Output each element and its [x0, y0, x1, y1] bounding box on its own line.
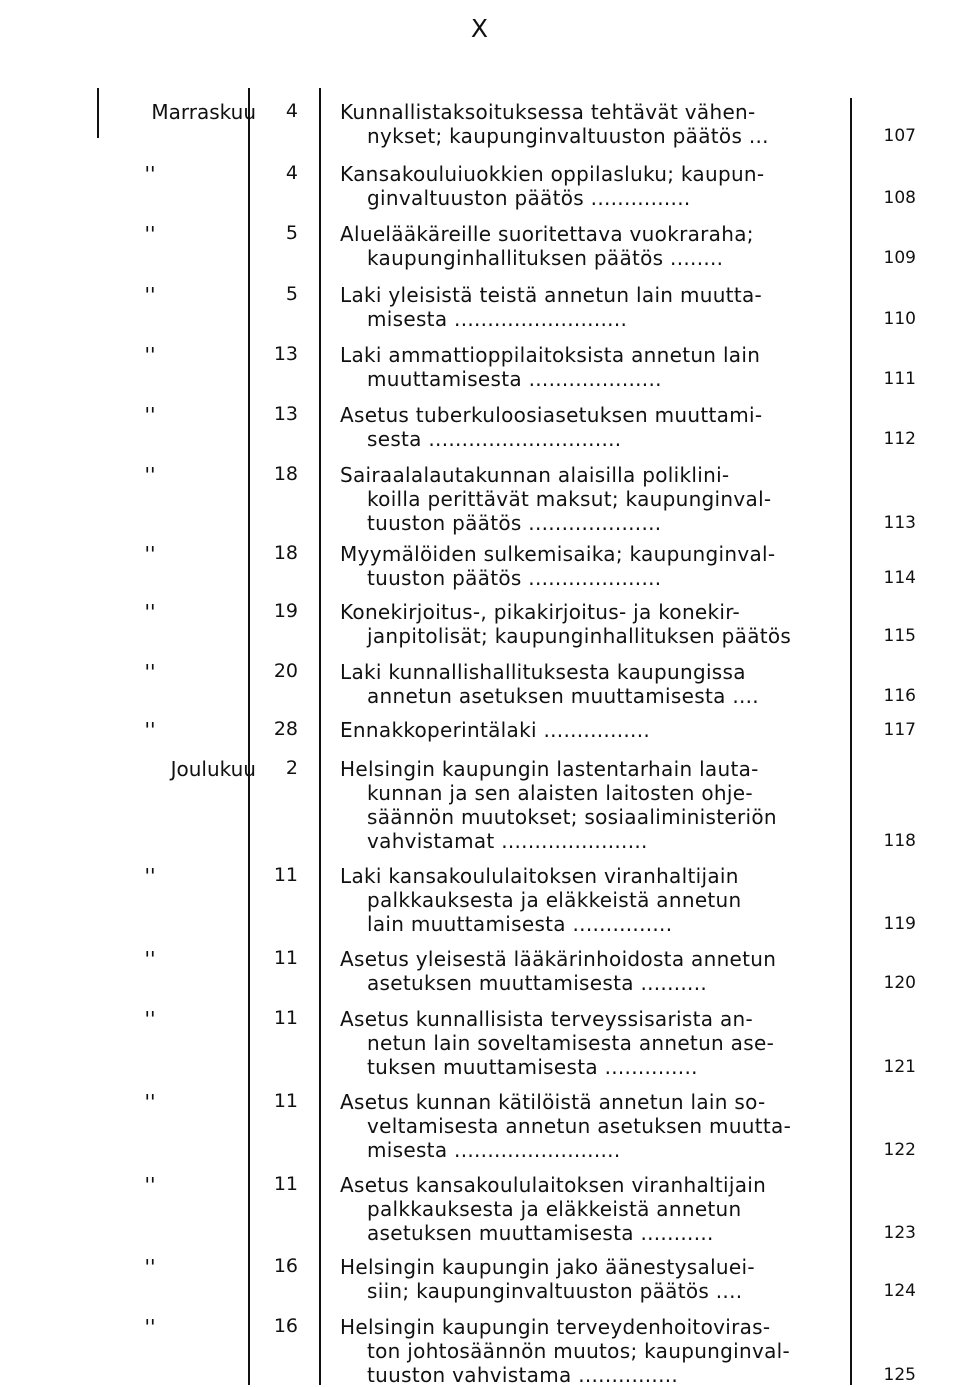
day-number: 19	[273, 600, 298, 622]
ditto-mark: ''	[144, 660, 156, 684]
day-number: 16	[273, 1255, 298, 1277]
entry-title-line: palkkauksesta ja eläkkeistä annetun	[367, 888, 742, 912]
page-number: 118	[883, 831, 916, 851]
entry-title-line: Ennakkoperintälaki ................	[340, 718, 651, 742]
page-number: 110	[883, 309, 916, 329]
ditto-mark: ''	[144, 283, 156, 307]
entry-title-line: Laki kansakoululaitoksen viranhaltijain	[340, 864, 739, 888]
entry-title-line: misesta .........................	[367, 1138, 621, 1162]
page-number: 117	[883, 720, 916, 740]
page-number: 115	[883, 626, 916, 646]
entry-title-line: tuuston vahvistama ...............	[367, 1363, 679, 1387]
entry-title-line: siin; kaupunginvaltuuston päätös ....	[367, 1279, 743, 1303]
entry-title-line: Aluelääkäreille suoritettava vuokraraha;	[340, 222, 754, 246]
entry-title-line: asetuksen muuttamisesta ...........	[367, 1221, 714, 1245]
entry-title-line: sesta .............................	[367, 427, 622, 451]
ditto-mark: ''	[144, 1173, 156, 1197]
page-number: 114	[883, 568, 916, 588]
entry-title-line: Helsingin kaupungin terveydenhoitoviras-	[340, 1315, 771, 1339]
entry-title-line: tuksen muuttamisesta ..............	[367, 1055, 698, 1079]
ditto-mark: ''	[144, 463, 156, 487]
page-number: 123	[883, 1223, 916, 1243]
entry-title-line: Konekirjoitus-, pikakirjoitus- ja konekir-	[340, 600, 741, 624]
entry-title-line: koilla perittävät maksut; kaupunginval-	[367, 487, 772, 511]
page-number: 124	[883, 1281, 916, 1301]
day-number: 11	[273, 947, 298, 969]
entry-title-line: Myymälöiden sulkemisaika; kaupunginval-	[340, 542, 776, 566]
ditto-mark: ''	[144, 947, 156, 971]
ditto-mark: ''	[144, 718, 156, 742]
day-number: 28	[273, 718, 298, 740]
entry-title-line: ton johtosäännön muutos; kaupunginval-	[367, 1339, 791, 1363]
entry-title-line: Helsingin kaupungin jako äänestysaluei-	[340, 1255, 755, 1279]
page-number: 121	[883, 1057, 916, 1077]
page-number: 125	[883, 1365, 916, 1385]
page-number: 120	[883, 973, 916, 993]
ditto-mark: ''	[144, 1315, 156, 1339]
page-number: 109	[883, 248, 916, 268]
entry-title-line: lain muuttamisesta ...............	[367, 912, 673, 936]
entry-title-line: nykset; kaupunginvaltuuston päätös ...	[367, 124, 769, 148]
day-number: 4	[285, 100, 298, 122]
day-number: 11	[273, 1173, 298, 1195]
entry-title-line: ginvaltuuston päätös ...............	[367, 186, 691, 210]
entry-title-line: Kunnallistaksoituksessa tehtävät vähen-	[340, 100, 756, 124]
day-number: 4	[285, 162, 298, 184]
day-number: 18	[273, 463, 298, 485]
day-number: 11	[273, 1007, 298, 1029]
entry-title-line: Asetus kansakoululaitoksen viranhaltijain	[340, 1173, 767, 1197]
ditto-mark: ''	[144, 1255, 156, 1279]
day-number: 5	[285, 222, 298, 244]
entry-title-line: Laki kunnallishallituksesta kaupungissa	[340, 660, 746, 684]
entry-title-line: netun lain soveltamisesta annetun ase-	[367, 1031, 775, 1055]
entry-title-line: säännön muutokset; sosiaaliministeriön	[367, 805, 777, 829]
ditto-mark: ''	[144, 542, 156, 566]
entry-title-line: Asetus kunnan kätilöistä annetun lain so-	[340, 1090, 766, 1114]
day-number: 18	[273, 542, 298, 564]
day-number: 5	[285, 283, 298, 305]
entry-title-line: tuuston päätös ....................	[367, 566, 662, 590]
entry-title-line: asetuksen muuttamisesta ..........	[367, 971, 708, 995]
entry-title-line: annetun asetuksen muuttamisesta ....	[367, 684, 759, 708]
ditto-mark: ''	[144, 403, 156, 427]
page-number: 112	[883, 429, 916, 449]
ditto-mark: ''	[144, 1090, 156, 1114]
page-number: 113	[883, 513, 916, 533]
page-number: 111	[883, 369, 916, 389]
entry-title-line: muuttamisesta ....................	[367, 367, 662, 391]
page-number: 122	[883, 1140, 916, 1160]
month-label: Joulukuu	[170, 757, 256, 781]
page-marker: X	[470, 14, 490, 43]
entry-title-line: Laki ammattioppilaitoksista annetun lain	[340, 343, 761, 367]
entry-title-line: Asetus tuberkuloosiasetuksen muuttami-	[340, 403, 763, 427]
entry-title-line: misesta ..........................	[367, 307, 628, 331]
page-number: 116	[883, 686, 916, 706]
page-number: 119	[883, 914, 916, 934]
entry-title-line: Asetus kunnallisista terveyssisarista an-	[340, 1007, 753, 1031]
ditto-mark: ''	[144, 600, 156, 624]
page-number: 107	[883, 126, 916, 146]
ditto-mark: ''	[144, 222, 156, 246]
day-number: 2	[285, 757, 298, 779]
entry-title-line: Helsingin kaupungin lastentarhain lauta-	[340, 757, 759, 781]
entry-title-line: Kansakouluiuokkien oppilasluku; kaupun-	[340, 162, 765, 186]
entry-title-line: janpitolisät; kaupunginhallituksen päätös	[367, 624, 792, 648]
day-number: 11	[273, 1090, 298, 1112]
day-number: 11	[273, 864, 298, 886]
entry-title-line: kaupunginhallituksen päätös ........	[367, 246, 724, 270]
entry-title-line: vahvistamat ......................	[367, 829, 648, 853]
day-number: 16	[273, 1315, 298, 1337]
entry-title-line: kunnan ja sen alaisten laitosten ohje-	[367, 781, 753, 805]
ditto-mark: ''	[144, 343, 156, 367]
entry-title-line: Asetus yleisestä lääkärinhoidosta annetun	[340, 947, 777, 971]
entry-title-line: Laki yleisistä teistä annetun lain muutta-	[340, 283, 763, 307]
entry-title-line: palkkauksesta ja eläkkeistä annetun	[367, 1197, 742, 1221]
entry-title-line: veltamisesta annetun asetuksen muutta-	[367, 1114, 792, 1138]
ditto-mark: ''	[144, 1007, 156, 1031]
entry-title-line: Sairaalalautakunnan alaisilla poliklini-	[340, 463, 730, 487]
month-label: Marraskuu	[151, 100, 256, 124]
ditto-mark: ''	[144, 864, 156, 888]
day-number: 13	[273, 403, 298, 425]
day-number: 13	[273, 343, 298, 365]
ditto-mark: ''	[144, 162, 156, 186]
entry-title-line: tuuston päätös ....................	[367, 511, 662, 535]
day-number: 20	[273, 660, 298, 682]
page-number: 108	[883, 188, 916, 208]
